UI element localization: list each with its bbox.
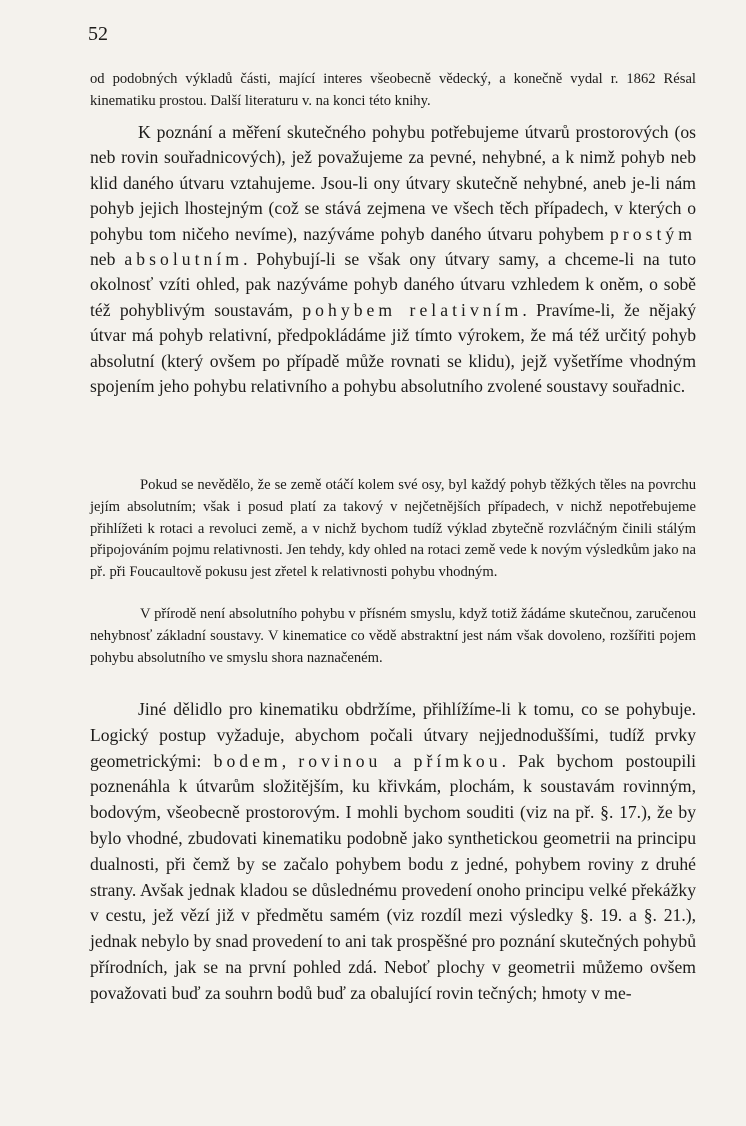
section-text-part-3: a [381,750,414,771]
term-bod: bodem [213,750,282,771]
term-relativni: pohybem relativním [302,299,523,320]
term-rovina: rovinou [298,750,382,771]
term-prosty: prostým [609,223,696,244]
main-text-part-4: . Pravíme-li, že nějaký útvar má pohyb relativní, předpokládáme již tímto výrokem, že má též určitý pohyb absolutní (který ovšem po případě může rovnati se klidu), jejž vyšetříme vhodným spojením jeho pohybu relativního a pohybu absolutního zvolené soustavy souřadnic. [90,299,696,397]
page-number: 52 [88,23,108,45]
section-text-part-2: , [281,750,299,771]
main-text-part-3: . Pohybují-li se však ony útvary samy, a chceme-li na tuto okolnosť vzíti ohled, pak nazýváme pohyb daného útvaru vzhledem k oněm, o sobě též pohyblivým soustavám, [90,249,696,320]
main-text-part-2: neb [90,249,125,270]
main-text-part-1: K poznání a měření skutečného pohybu potřebujeme útvarů prostorových (os neb rovin souřadnicových), jež považujeme za pevné, nehybné, a k nimž pohyb neb klid daného útvaru vztahujeme. Jsou-li ony útvary skutečně nehybné, aneb je-li nám pohyb jejich lhostejným (což se stává zejmena ve všech těch případech, v kterých o pohybu tom ničeho nevíme), nazýváme pohyb daného útvaru pohybem [90,122,696,244]
main-paragraph [90,120,696,399]
note-paragraph-1: Pokud se nevědělo, že se země otáčí kolem své osy, byl každý pohyb těžkých těles na povrchu jejím absolutním; však i posud platí za takový v nejčetnějších případech, v nichž nepotřebujeme přihlížeti k rotaci a revoluci země, a v nichž bychom tudíž výklad zbytečně rozvláčným činili stálým připojováním pojmu relativnosti. Jen tehdy, kdy ohled na rotaci země vede k novým výsledkům jako na př. při Foucaultově pokusu jest zřetel k relativnosti pohybu vhodným. [90,477,696,581]
term-absolutni: absolutním [124,249,244,270]
section-text-part-1: Jiné dělidlo pro kinematiku obdržíme, přihlížíme-li k tomu, co se pohybuje. Logický postup vyžaduje, abychom počali útvary nejjednoduššími, tudíž prvky geometrickými: [90,699,696,771]
note-paragraph-2: V přírodě není absolutního pohybu v přísném smyslu, když totiž žádáme skutečnou, zaručenou nehybnosť základní soustavy. V kinematice co vědě abstraktní jest nám však dovoleno, rozšířiti pojem pohybu absolutního ve smyslu shora naznačeném. [90,606,696,666]
section-text-part-4: . Pak bychom postoupili poznenáhla k útvarům složitějším, ku křivkám, plochám, k soustavám rovinným, bodovým, všeobecně prostorovým. I mohli bychom souditi (viz na př. §. 17.), že by bylo vhodné, zbudovati kinematiku podobně jako synthetickou geometrii na principu dualnosti, při čemž by se začalo pohybem bodu z jedné, pohybem roviny z druhé strany. Avšak jednak kladou se důslednému provedení onoho principu velké překážky v cestu, jež vězí již v předmětu samém (viz rozdíl mezi výsledky §. 19. a §. 21.), jednak nebylo by snad provedení to ani tak prospěšné pro poznání skutečných pohybů přírodních, jak se na první pohled zdá. Neboť plochy v geometrii můžemo ovšem považovati buď za souhrn bodů buď za obalující rovin tečných; hmoty v me- [90,750,696,1003]
lead-paragraph: od podobných výkladů části, mající interes všeobecně vědecký, a konečně vydal r. 1862 Résal kinematiku prostou. Další literaturu v. na konci této knihy. [90,71,696,109]
term-primka: přímkou [413,750,502,771]
section-paragraph [90,697,696,1007]
